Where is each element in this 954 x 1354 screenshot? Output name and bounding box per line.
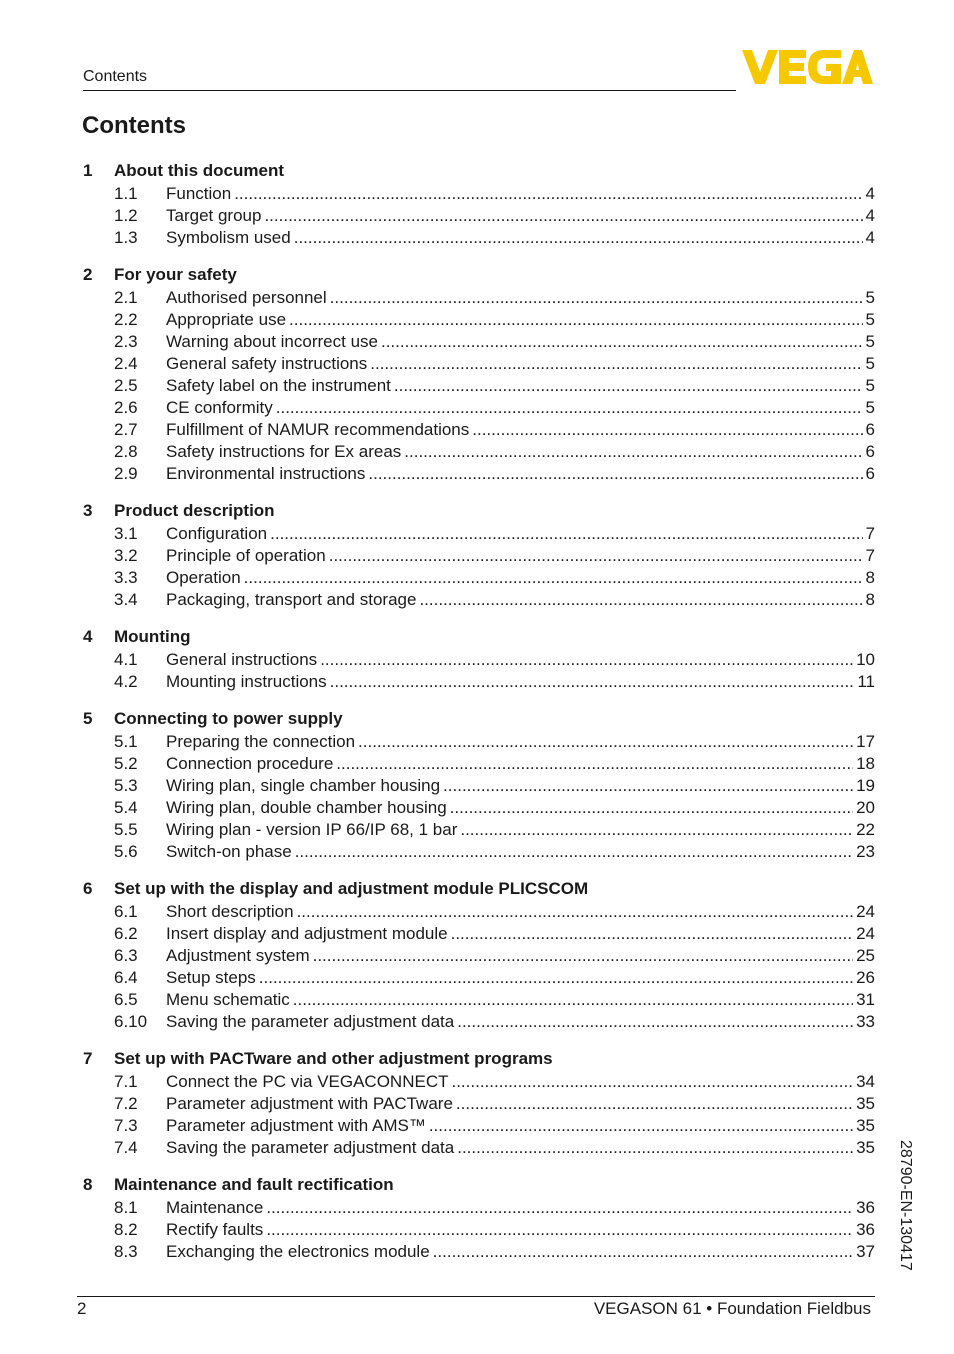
entry-page-number: 8: [865, 568, 875, 587]
entry-number: 8.1: [114, 1198, 138, 1217]
entry-title: Warning about incorrect use: [166, 332, 378, 351]
vega-logo: [742, 50, 873, 84]
entry-number: 2.2: [114, 310, 138, 329]
entry-number: 6.3: [114, 946, 138, 965]
dot-leader: [297, 902, 854, 922]
toc-entry[interactable]: [83, 1116, 875, 1138]
entry-number: 5.3: [114, 776, 138, 795]
section-title: Connecting to power supply: [114, 709, 343, 728]
entry-number: 5.5: [114, 820, 138, 839]
toc-entry[interactable]: [83, 968, 875, 990]
entry-number: 7.4: [114, 1138, 138, 1157]
entry-page-number: 5: [865, 332, 875, 351]
toc-section: [83, 158, 875, 250]
entry-title: Authorised personnel: [166, 288, 327, 307]
entry-title: Exchanging the electronics module: [166, 1242, 430, 1261]
entry-number: 5.4: [114, 798, 138, 817]
entry-title: Operation: [166, 568, 241, 587]
toc-entry[interactable]: [83, 376, 875, 398]
entry-number: 3.4: [114, 590, 138, 609]
toc-entry[interactable]: [83, 776, 875, 798]
entry-number: 1.1: [114, 184, 138, 203]
entry-number: 6.10: [114, 1012, 148, 1031]
entry-page-number: 34: [856, 1072, 875, 1091]
section-number: 3: [83, 501, 93, 520]
section-number: 4: [83, 627, 93, 646]
entry-title: Function: [166, 184, 232, 203]
toc-section-heading[interactable]: [83, 262, 875, 288]
toc-entry[interactable]: [83, 1012, 875, 1034]
entry-title: Menu schematic: [166, 990, 290, 1009]
entry-page-number: 24: [856, 924, 875, 943]
toc-entry[interactable]: [83, 732, 875, 754]
toc-entry[interactable]: [83, 1220, 875, 1242]
toc-section-heading[interactable]: [83, 706, 875, 732]
entry-number: 8.2: [114, 1220, 138, 1239]
toc-entry[interactable]: [83, 398, 875, 420]
entry-number: 2.4: [114, 354, 138, 373]
entry-number: 1.3: [114, 228, 138, 247]
entry-title: Saving the parameter adjustment data: [166, 1138, 455, 1157]
entry-title: Rectify faults: [166, 1220, 264, 1239]
dot-leader: [370, 354, 862, 374]
entry-page-number: 5: [865, 354, 875, 373]
entry-title: General instructions: [166, 650, 318, 669]
toc-entry[interactable]: [83, 590, 875, 612]
entry-title: Safety label on the instrument: [166, 376, 391, 395]
dot-leader: [264, 206, 862, 226]
entry-page-number: 31: [856, 990, 875, 1009]
toc-section-heading[interactable]: [83, 1046, 875, 1072]
entry-page-number: 7: [865, 524, 875, 543]
dot-leader: [330, 672, 855, 692]
entry-number: 6.5: [114, 990, 138, 1009]
dot-leader: [472, 420, 862, 440]
entry-number: 2.6: [114, 398, 138, 417]
entry-number: 2.9: [114, 464, 138, 483]
entry-title: Switch-on phase: [166, 842, 292, 861]
toc-entry[interactable]: [83, 990, 875, 1012]
dot-leader: [394, 376, 863, 396]
entry-number: 6.1: [114, 902, 138, 921]
entry-title: Parameter adjustment with PACTware: [166, 1094, 453, 1113]
entry-page-number: 18: [856, 754, 875, 773]
entry-number: 6.2: [114, 924, 138, 943]
toc-entry[interactable]: [83, 184, 875, 206]
toc-entry[interactable]: [83, 798, 875, 820]
entry-title: Wiring plan - version IP 66/IP 68, 1 bar: [166, 820, 458, 839]
section-title: Product description: [114, 501, 275, 520]
entry-number: 7.3: [114, 1116, 138, 1135]
toc-entry[interactable]: [83, 946, 875, 968]
entry-title: Short description: [166, 902, 294, 921]
toc-entry[interactable]: [83, 332, 875, 354]
entry-page-number: 35: [856, 1094, 875, 1113]
entry-number: 5.2: [114, 754, 138, 773]
dot-leader: [404, 442, 862, 462]
entry-page-number: 37: [856, 1242, 875, 1261]
entry-title: Wiring plan, double chamber housing: [166, 798, 447, 817]
entry-number: 2.5: [114, 376, 138, 395]
toc-entry[interactable]: [83, 902, 875, 924]
entry-page-number: 35: [856, 1138, 875, 1157]
entry-number: 8.3: [114, 1242, 138, 1261]
entry-title: Safety instructions for Ex areas: [166, 442, 402, 461]
entry-page-number: 25: [856, 946, 875, 965]
dot-leader: [451, 924, 853, 944]
dot-leader: [234, 184, 862, 204]
section-title: Mounting: [114, 627, 191, 646]
entry-page-number: 36: [856, 1220, 875, 1239]
entry-number: 7.1: [114, 1072, 138, 1091]
entry-number: 4.2: [114, 672, 138, 691]
dot-leader: [451, 1072, 853, 1092]
dot-leader: [244, 568, 863, 588]
footer-document-title: VEGASON 61 • Foundation Fieldbus: [593, 1299, 871, 1318]
toc-entry[interactable]: [83, 1072, 875, 1094]
entry-title: Preparing the connection: [166, 732, 356, 751]
dot-leader: [433, 1242, 853, 1262]
dot-leader: [266, 1220, 853, 1240]
dot-leader: [330, 288, 863, 308]
entry-page-number: 6: [865, 420, 875, 439]
toc-section-heading[interactable]: [83, 498, 875, 524]
entry-number: 6.4: [114, 968, 138, 987]
entry-title: Parameter adjustment with AMS™: [166, 1116, 426, 1135]
toc-section: [83, 498, 875, 612]
document-code: 28790-EN-130417: [897, 1140, 914, 1271]
dot-leader: [329, 546, 863, 566]
dot-leader: [289, 310, 863, 330]
toc-entry[interactable]: [83, 524, 875, 546]
toc-section-heading[interactable]: [83, 624, 875, 650]
section-number: 8: [83, 1175, 93, 1194]
dot-leader: [266, 1198, 853, 1218]
toc-entry[interactable]: [83, 206, 875, 228]
dot-leader: [368, 464, 862, 484]
toc-entry[interactable]: [83, 1094, 875, 1116]
section-number: 5: [83, 709, 93, 728]
entry-title: Principle of operation: [166, 546, 326, 565]
dot-leader: [270, 524, 862, 544]
footer-rule: [77, 1296, 875, 1297]
section-title: About this document: [114, 161, 284, 180]
entry-title: Appropriate use: [166, 310, 287, 329]
toc-entry[interactable]: [83, 310, 875, 332]
entry-number: 3.2: [114, 546, 138, 565]
toc-entry[interactable]: [83, 820, 875, 842]
toc-section: [83, 262, 875, 486]
entry-number: 2.8: [114, 442, 138, 461]
dot-leader: [381, 332, 863, 352]
toc-entry[interactable]: [83, 442, 875, 464]
entry-page-number: 5: [865, 288, 875, 307]
dot-leader: [295, 842, 853, 862]
entry-page-number: 11: [857, 672, 875, 691]
page-title: Contents: [82, 112, 186, 139]
entry-title: Symbolism used: [166, 228, 291, 247]
dot-leader: [419, 590, 862, 610]
entry-number: 7.2: [114, 1094, 138, 1113]
toc-entry[interactable]: [83, 650, 875, 672]
toc-entry[interactable]: [83, 1198, 875, 1220]
entry-page-number: 36: [856, 1198, 875, 1217]
toc-entry[interactable]: [83, 754, 875, 776]
footer-page-number: 2: [77, 1299, 87, 1318]
section-title: Maintenance and fault rectification: [114, 1175, 394, 1194]
entry-page-number: 7: [865, 546, 875, 565]
entry-number: 5.6: [114, 842, 138, 861]
toc-section: [83, 706, 875, 864]
entry-page-number: 8: [865, 590, 875, 609]
toc-section-heading[interactable]: [83, 876, 875, 902]
dot-leader: [320, 650, 853, 670]
dot-leader: [429, 1116, 853, 1136]
dot-leader: [460, 820, 853, 840]
toc-section: [83, 1046, 875, 1160]
dot-leader: [259, 968, 853, 988]
section-title: For your safety: [114, 265, 237, 284]
dot-leader: [336, 754, 853, 774]
toc-entry[interactable]: [83, 354, 875, 376]
entry-number: 3.3: [114, 568, 138, 587]
entry-page-number: 19: [856, 776, 875, 795]
dot-leader: [457, 1012, 853, 1032]
entry-title: Adjustment system: [166, 946, 310, 965]
entry-page-number: 23: [856, 842, 875, 861]
toc-entry[interactable]: [83, 288, 875, 310]
toc-entry[interactable]: [83, 842, 875, 864]
section-number: 6: [83, 879, 93, 898]
section-number: 1: [83, 161, 93, 180]
entry-title: Fulfillment of NAMUR recommendations: [166, 420, 470, 439]
toc-entry[interactable]: [83, 672, 875, 694]
entry-title: Connection procedure: [166, 754, 334, 773]
entry-page-number: 22: [856, 820, 875, 839]
dot-leader: [457, 1138, 853, 1158]
toc-entry[interactable]: [83, 546, 875, 568]
entry-page-number: 5: [865, 376, 875, 395]
entry-page-number: 4: [865, 184, 875, 203]
entry-title: Connect the PC via VEGACONNECT: [166, 1072, 449, 1091]
toc-section: [83, 1172, 875, 1264]
toc-entry[interactable]: [83, 568, 875, 590]
entry-title: CE conformity: [166, 398, 273, 417]
section-number: 7: [83, 1049, 93, 1068]
entry-page-number: 35: [856, 1116, 875, 1135]
entry-page-number: 5: [865, 398, 875, 417]
toc-section: [83, 876, 875, 1034]
entry-page-number: 17: [856, 732, 875, 751]
section-title: Set up with the display and adjustment module PLICSCOM: [114, 879, 589, 898]
entry-page-number: 4: [865, 228, 875, 247]
dot-leader: [313, 946, 853, 966]
toc-section: [83, 624, 875, 694]
entry-page-number: 6: [865, 442, 875, 461]
entry-page-number: 26: [856, 968, 875, 987]
dot-leader: [358, 732, 853, 752]
section-title: Set up with PACTware and other adjustment programs: [114, 1049, 553, 1068]
entry-number: 4.1: [114, 650, 138, 669]
entry-page-number: 24: [856, 902, 875, 921]
toc-entry[interactable]: [83, 1138, 875, 1160]
entry-page-number: 20: [856, 798, 875, 817]
entry-title: Saving the parameter adjustment data: [166, 1012, 455, 1031]
toc-entry[interactable]: [83, 1242, 875, 1264]
entry-number: 1.2: [114, 206, 138, 225]
toc-entry[interactable]: [83, 924, 875, 946]
entry-page-number: 33: [856, 1012, 875, 1031]
header-rule: [83, 90, 736, 91]
dot-leader: [443, 776, 853, 796]
running-header: Contents: [83, 68, 148, 85]
entry-page-number: 10: [856, 650, 875, 669]
entry-title: Packaging, transport and storage: [166, 590, 417, 609]
toc-entry[interactable]: [83, 228, 875, 250]
toc-section-heading[interactable]: [83, 158, 875, 184]
entry-number: 2.7: [114, 420, 138, 439]
entry-title: Environmental instructions: [166, 464, 366, 483]
entry-number: 2.3: [114, 332, 138, 351]
table-of-contents: [83, 158, 875, 1276]
dot-leader: [294, 228, 863, 248]
entry-title: Mounting instructions: [166, 672, 327, 691]
toc-section-heading[interactable]: [83, 1172, 875, 1198]
dot-leader: [276, 398, 863, 418]
toc-entry[interactable]: [83, 420, 875, 442]
dot-leader: [450, 798, 853, 818]
entry-title: Wiring plan, single chamber housing: [166, 776, 441, 795]
dot-leader: [293, 990, 853, 1010]
section-number: 2: [83, 265, 93, 284]
dot-leader: [456, 1094, 853, 1114]
entry-title: Maintenance: [166, 1198, 264, 1217]
entry-number: 3.1: [114, 524, 138, 543]
entry-title: Configuration: [166, 524, 268, 543]
entry-page-number: 6: [865, 464, 875, 483]
entry-title: Setup steps: [166, 968, 256, 987]
entry-title: General safety instructions: [166, 354, 368, 373]
entry-page-number: 4: [865, 206, 875, 225]
entry-number: 2.1: [114, 288, 138, 307]
entry-number: 5.1: [114, 732, 138, 751]
entry-title: Target group: [166, 206, 262, 225]
entry-title: Insert display and adjustment module: [166, 924, 448, 943]
toc-entry[interactable]: [83, 464, 875, 486]
entry-page-number: 5: [865, 310, 875, 329]
